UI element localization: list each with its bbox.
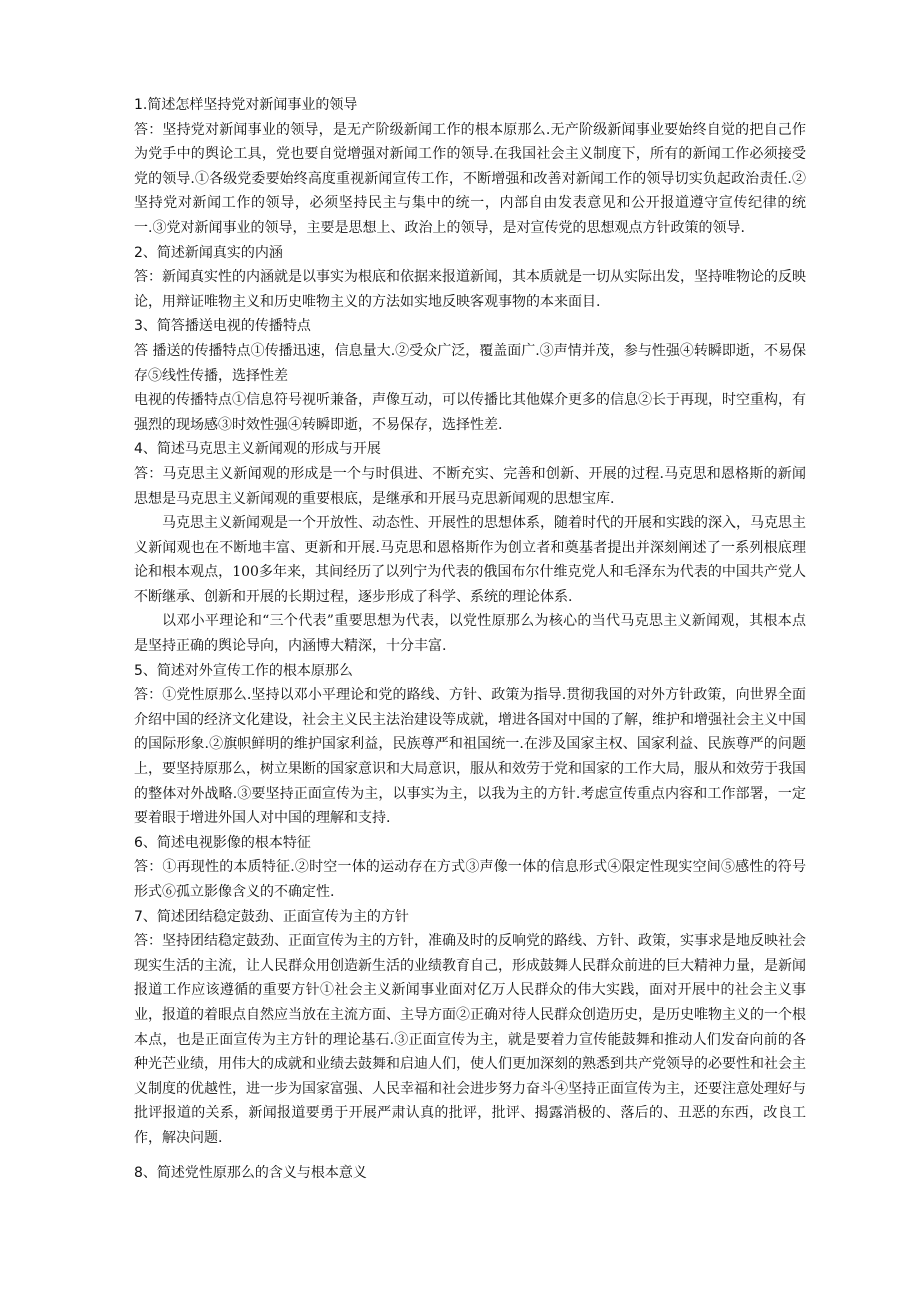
answer-5: 答：①党性原那么.坚持以邓小平理论和党的路线、方针、政策为指导.贯彻我国的对外方针政策，向世界全面介绍中国的经济文化建设，社会主义民主法治建设等成就，增进各国对中国的了解，维护和增强社会主义中国的国际形象.②旗帜鲜明的维护国家利益，民族尊严和祖国统一.在涉及国家主权、国家利益、民族尊严的问题上，要坚持原那么，树立果断的国家意识和大局意识，服从和效劳于党和国家的工作大局，服从和效劳于我国的整体对外战略.③要坚持正面宣传为主，以事实为主，以我为主的方针.考虑宣传重点内容和工作部署，一定要着眼于增进外国人对中国的理解和支持.: [134, 687, 806, 827]
answer-4-part-2: 马克思主义新闻观是一个开放性、动态性、开展性的思想体系，随着时代的开展和实践的深入，马克思主义新闻观也在不断地丰富、更新和开展.马克思和恩格斯作为创立者和奠基者提出并深刻阐述了一系列根底理论和根本观点，100多年来，其间经历了以列宁为代表的俄国布尔什维克党人和毛泽东为代表的中国共产党人不断继承、创新和开展的长期过程，逐步形成了科学、系统的理论体系.: [134, 515, 806, 605]
question-5: 5、简述对外宣传工作的根本原那么: [134, 662, 353, 679]
question-1: 1.简述怎样坚持党对新闻事业的领导: [134, 97, 358, 113]
question-3: 3、简答播送电视的传播特点: [134, 318, 311, 335]
question-4: 4、简述马克思主义新闻观的形成与开展: [134, 441, 381, 458]
answer-2: 答：新闻真实性的内涵就是以事实为根底和依据来报道新闻，其本质就是一切从实际出发，坚持唯物论的反映论，用辩证唯物主义和历史唯物主义的方法如实地反映客观事物的本来面目.: [134, 269, 806, 310]
question-2: 2、简述新闻真实的内涵: [134, 244, 283, 261]
answer-3-television: 电视的传播特点①信息符号视听兼备，声像互动，可以传播比其他媒介更多的信息②长于再现，时空重构，有强烈的现场感③时效性强④转瞬即逝，不易保存，选择性差.: [134, 392, 806, 433]
question-7: 7、简述团结稳定鼓劲、正面宣传为主的方针: [134, 908, 409, 925]
answer-1: 答：坚持党对新闻事业的领导，是无产阶级新闻工作的根本原那么.无产阶级新闻事业要始终自觉的把自己作为党手中的舆论工具，党也要自觉增强对新闻工作的领导.在我国社会主义制度下，所有的新闻工作必须接受党的领导.①各级党委要始终高度重视新闻宣传工作，不断增强和改善对新闻工作的领导切实负起政治责任.②坚持党对新闻工作的领导，必须坚持民主与集中的统一，内部自由发表意见和公开报道遵守宣传纪律的统一.③党对新闻事业的领导，主要是思想上、政治上的领导，是对宣传党的思想观点方针政策的领导.: [134, 121, 806, 236]
answer-3-broadcast: 答 播送的传播特点①传播迅速，信息量大.②受众广泛，覆盖面广.③声情并茂，参与性强④转瞬即逝，不易保存⑤线性传播，选择性差: [134, 342, 806, 384]
answer-4-part-3: 以邓小平理论和“三个代表”重要思想为代表，以党性原那么为核心的当代马克思主义新闻观，其根本点是坚持正确的舆论导向，内涵博大精深，十分丰富.: [134, 613, 806, 655]
question-8: 8、简述党性原那么的含义与根本意义: [134, 1164, 367, 1181]
question-6: 6、简述电视影像的根本特征: [134, 834, 311, 851]
document-body: [134, 93, 806, 1185]
answer-6: 答：①再现性的本质特征.②时空一体的运动存在方式③声像一体的信息形式④限定性现实空间⑤感性的符号形式⑥孤立影像含义的不确定性.: [134, 859, 806, 900]
answer-4-part-1: 答：马克思主义新闻观的形成是一个与时俱进、不断充实、完善和创新、开展的过程.马克思和恩格斯的新闻思想是马克思主义新闻观的重要根底，是继承和开展马克思新闻观的思想宝库.: [134, 465, 806, 507]
answer-7: 答：坚持团结稳定鼓劲、正面宣传为主的方针，准确及时的反响党的路线、方针、政策，实事求是地反映社会现实生活的主流，让人民群众用创造新生活的业绩教育自己，形成鼓舞人民群众前进的巨大精神力量，是新闻报道工作应该遵循的重要方针①社会主义新闻事业面对亿万人民群众的伟大实践，面对开展中的社会主义事业，报道的着眼点自然应当放在主流方面、主导方面②正确对待人民群众创造历史，是历史唯物主义的一个根本点，也是正面宣传为主方针的理论基石.③正面宣传为主，就是要着力宣传能鼓舞和推动人们发奋向前的各种光芒业绩，用伟大的成就和业绩去鼓舞和启迪人们，使人们更加深刻的熟悉到共产党领导的必要性和社会主义制度的优越性，进一步为国家富强、人民幸福和社会进步努力奋斗④坚持正面宣传为主，还要注意处理好与批评报道的关系，新闻报道要勇于开展严肃认真的批评，批评、揭露消极的、落后的、丑恶的东西，改良工作，解决问题.: [134, 933, 806, 1146]
